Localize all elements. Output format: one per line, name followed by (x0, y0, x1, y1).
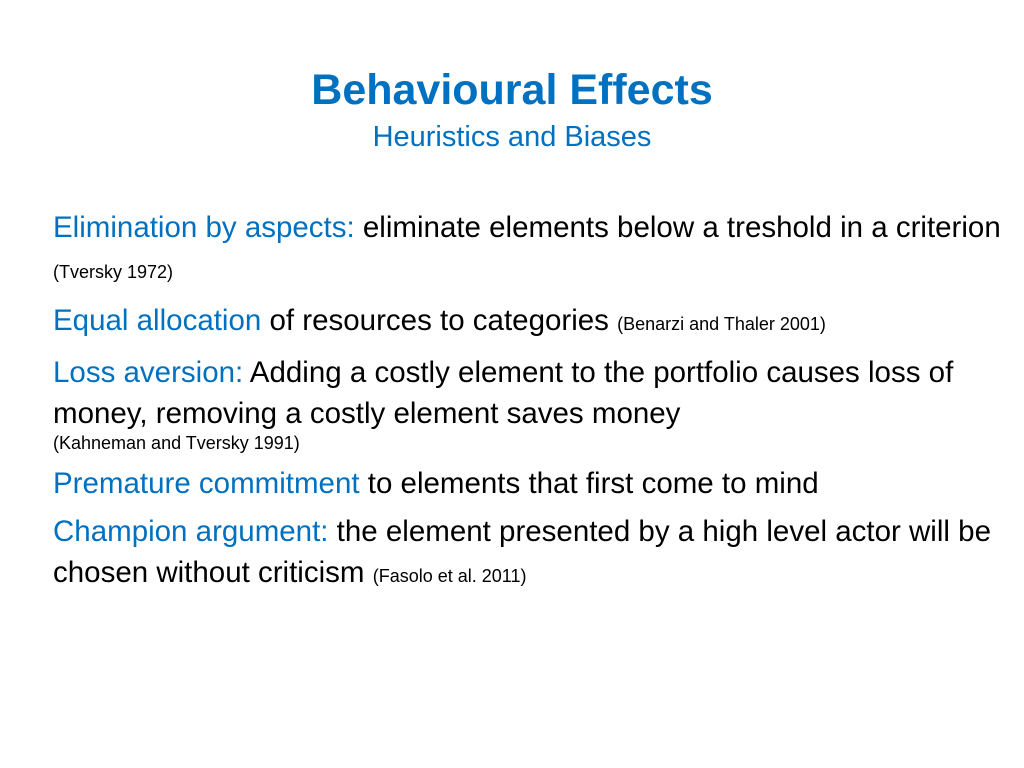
slide-title: Behavioural Effects (311, 66, 713, 114)
item-term: Champion argument: (53, 515, 329, 548)
item-text: the element presented by a high level actor will be chosen without criticism (53, 515, 991, 589)
list-item-equal-allocation (53, 300, 1003, 345)
list-item-elimination-by-aspects (53, 207, 1003, 293)
item-citation: (Fasolo et al. 2011) (372, 566, 527, 586)
item-citation: (Benarzi and Thaler 2001) (617, 314, 826, 334)
list-item-loss-aversion (53, 352, 1003, 456)
item-term: Loss aversion: (53, 356, 244, 389)
slide-subtitle: Heuristics and Biases (372, 121, 652, 153)
item-term: Premature commitment (53, 467, 360, 500)
list-item-champion-argument (53, 511, 1003, 597)
item-term: Elimination by aspects: (53, 211, 355, 244)
list-item-premature-commitment (53, 463, 1003, 504)
item-text: of resources to categories (261, 304, 618, 337)
item-citation: (Tversky 1972) (53, 262, 174, 282)
item-text: Adding a costly element to the portfolio causes loss of money, removing a costly element saves money (53, 356, 954, 430)
item-citation: (Kahneman and Tversky 1991) (53, 433, 300, 453)
item-text: to elements that first come to mind (359, 467, 819, 500)
item-text: eliminate elements below a treshold in a criterion (354, 211, 1001, 244)
bullet-list (53, 207, 1003, 604)
item-term: Equal allocation (53, 304, 262, 337)
